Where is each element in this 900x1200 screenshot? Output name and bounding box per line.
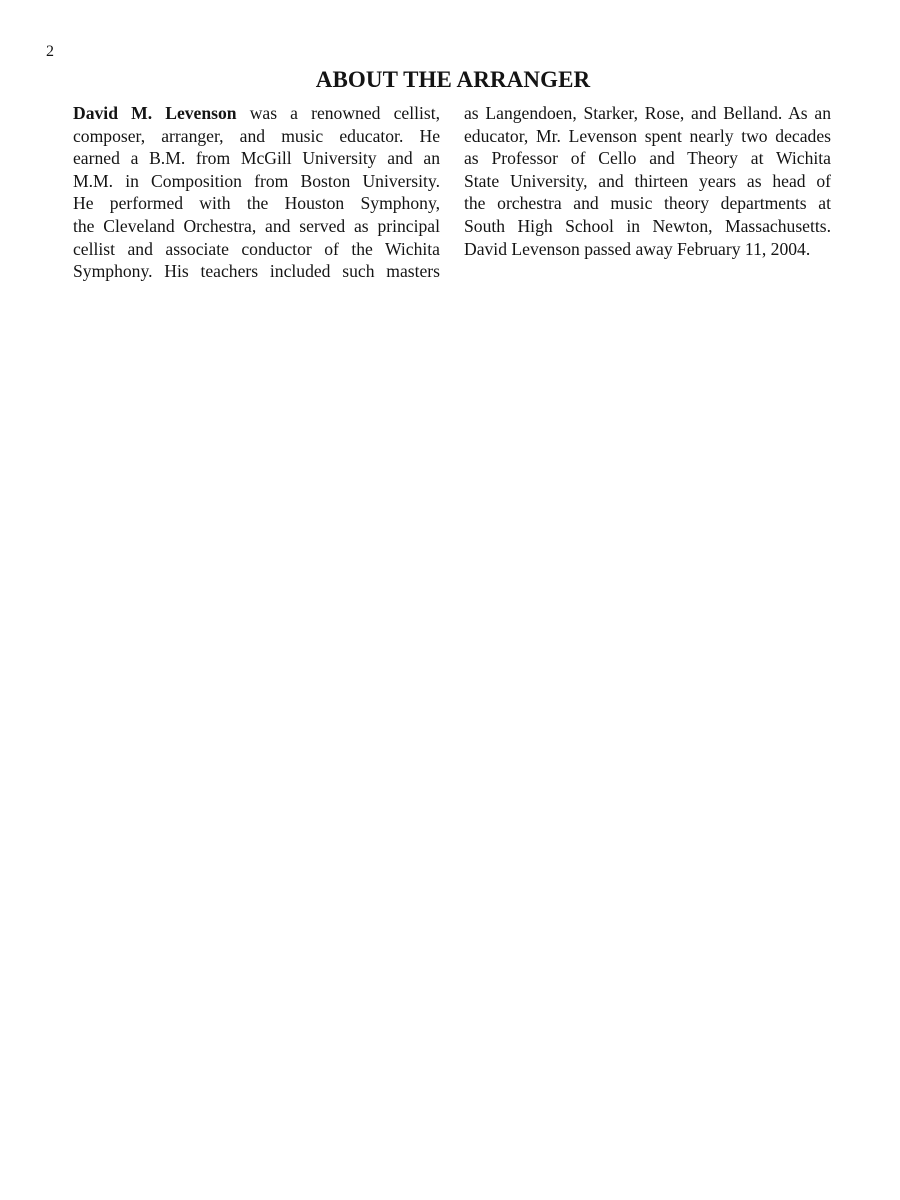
bio-column-left	[73, 102, 440, 283]
bio-line: earned a B.M. from McGill University and an	[73, 148, 440, 169]
page-title: ABOUT THE ARRANGER	[315, 67, 591, 92]
page-number: 2	[46, 43, 54, 60]
bio-line: He performed with the Houston Symphony,	[73, 193, 440, 214]
bio-line: as Langendoen, Starker, Rose, and Belland. As an	[464, 103, 831, 123]
bio-line: the Cleveland Orchestra, and served as principal	[73, 215, 440, 236]
bio-line: South High School in Newton, Massachusetts.	[464, 215, 831, 236]
bio-line: Symphony. His teachers included such masters	[73, 261, 440, 282]
bio-line: cellist and associate conductor of the Wichita	[73, 238, 440, 259]
bio-column-right	[464, 102, 831, 260]
bio-line: educator, Mr. Levenson spent nearly two decades	[464, 125, 831, 146]
bio-line: State University, and thirteen years as head of	[464, 170, 831, 191]
bio-line: composer, arranger, and music educator. He	[73, 125, 440, 146]
bio-line: M.M. in Composition from Boston University.	[73, 170, 440, 191]
bio-line: as Professor of Cello and Theory at Wichita	[464, 148, 831, 169]
bio-line: the orchestra and music theory departments at	[464, 193, 831, 214]
bio-line: David M. Levenson was a renowned cellist,	[73, 103, 440, 123]
arranger-name: David M. Levenson	[73, 103, 237, 123]
bio-line: David Levenson passed away February 11, 2004.	[464, 238, 811, 259]
